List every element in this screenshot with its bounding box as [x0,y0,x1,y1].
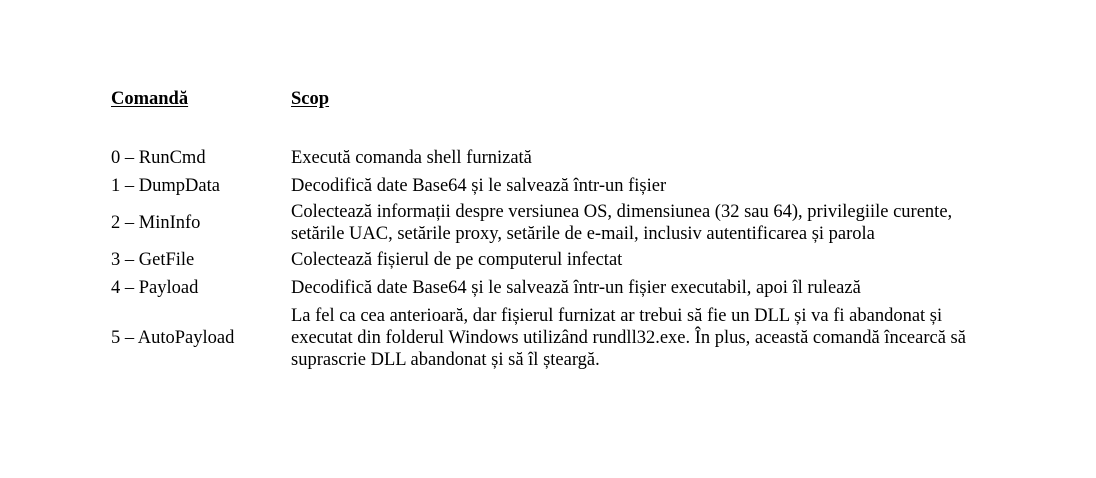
table-row [111,172,1001,200]
command-cell: 0 – RunCmd [111,148,206,168]
spacer-row [111,110,1001,144]
document-page [111,88,1011,374]
table-row [111,144,1001,172]
command-cell: 4 – Payload [111,278,199,298]
commands-table [111,88,1001,374]
command-cell: 2 – MinInfo [111,213,201,233]
table-row [111,302,1001,374]
header-scope-label: Scop [291,89,330,109]
header-scope [291,88,1001,110]
scope-cell: Execută comanda shell furnizată [291,148,532,168]
command-cell: 3 – GetFile [111,250,195,270]
header-command [111,88,291,110]
scope-cell: Decodifică date Base64 și le salvează într-un fișier executabil, apoi îl rulează [291,278,861,298]
table-row [111,200,1001,246]
scope-cell: Colectează informații despre versiunea OS, dimensiunea (32 sau 64), privilegiile curente, setările UAC, setările proxy, setările de e-mail, inclusiv autentificarea și parola [291,202,953,244]
scope-cell: Colectează fișierul de pe computerul infectat [291,250,623,270]
command-cell: 1 – DumpData [111,176,220,196]
table-row [111,274,1001,302]
scope-cell: La fel ca cea anterioară, dar fișierul furnizat ar trebui să fie un DLL și va fi abandonat și executat din folderul Windows utilizând rundll32.exe. În plus, această comandă încearcă să suprascrie DLL abandonat și să îl șteargă. [291,306,966,370]
header-command-label: Comandă [111,89,189,109]
scope-cell: Decodifică date Base64 și le salvează într-un fișier [291,176,667,196]
command-cell: 5 – AutoPayload [111,328,235,348]
table-row [111,246,1001,274]
table-header-row [111,88,1001,110]
